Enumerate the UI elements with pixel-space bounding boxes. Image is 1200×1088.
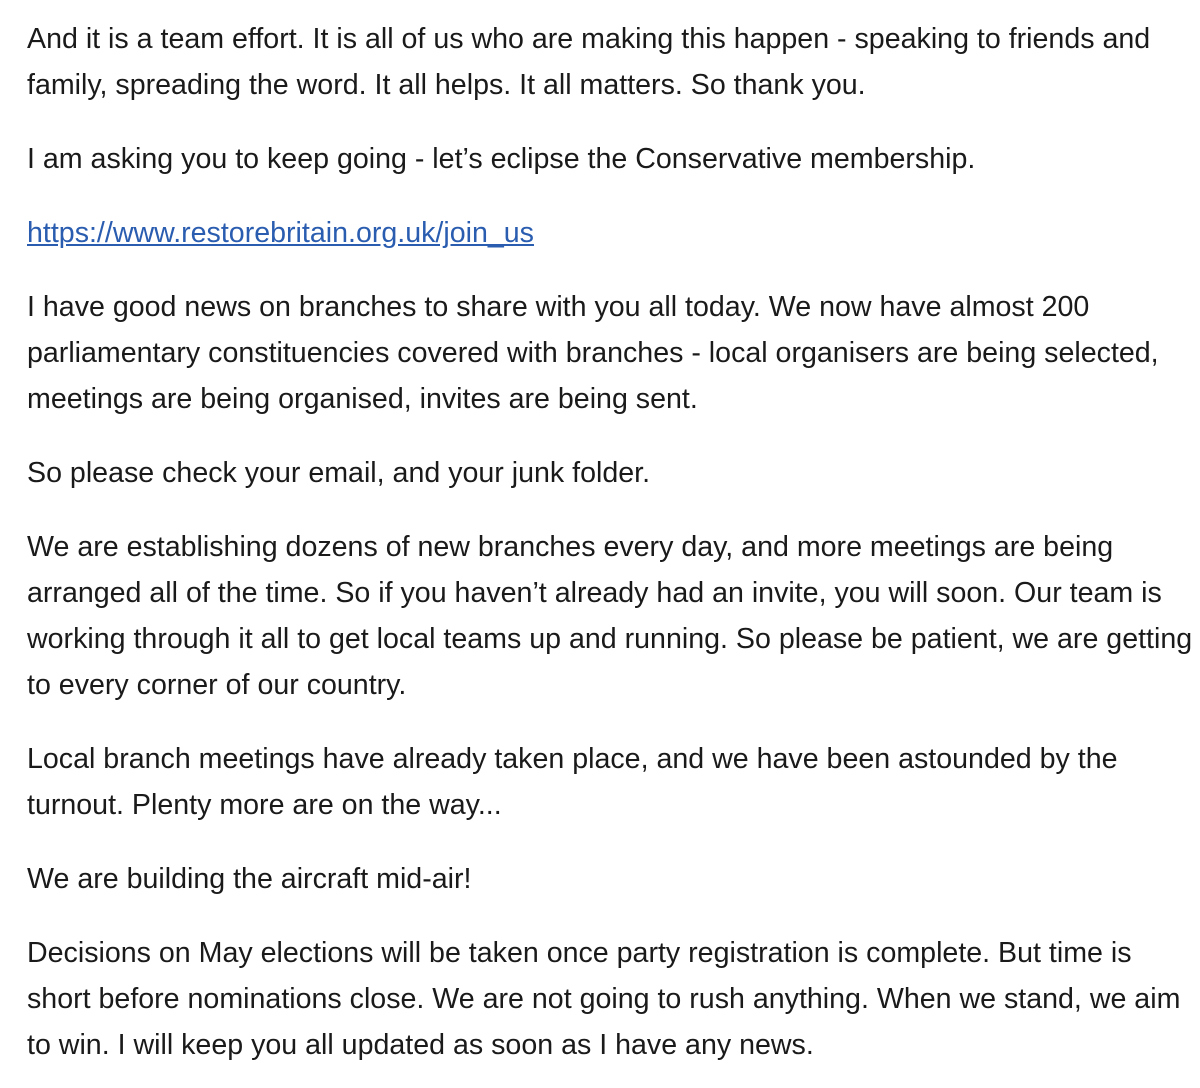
paragraph-may-elections: Decisions on May elections will be taken once party registration is complete. But time is short before nominations close. We are not going to rush anything. When we stand, we aim to win. I will keep you all updated as soon as I have any news. [27, 937, 1181, 1061]
paragraph-keep-going: I am asking you to keep going - let’s eclipse the Conservative membership. [27, 143, 976, 175]
paragraph-meetings-turnout: Local branch meetings have already taken place, and we have been astounded by the turnout. Plenty more are on the way... [27, 743, 1118, 821]
paragraph-aircraft: We are building the aircraft mid-air! [27, 863, 472, 895]
paragraph-new-branches: We are establishing dozens of new branches every day, and more meetings are being arranged all of the time. So if you haven’t already had an invite, you will soon. Our team is working through it all to get local teams up and running. So please be patient, we are getting to every corner of our country. [27, 531, 1193, 701]
paragraph-check-email: So please check your email, and your junk folder. [27, 457, 651, 489]
paragraph-team-effort: And it is a team effort. It is all of us who are making this happen - speaking to friends and family, spreading the word. It all helps. It all matters. So thank you. [27, 23, 1151, 101]
paragraph-branches-news: I have good news on branches to share with you all today. We now have almost 200 parliamentary constituencies covered with branches - local organisers are being selected, meetings are being organised, invites are being sent. [27, 291, 1159, 415]
join-us-link[interactable]: https://www.restorebritain.org.uk/join_us [27, 217, 534, 249]
join-link-paragraph [27, 210, 1200, 256]
